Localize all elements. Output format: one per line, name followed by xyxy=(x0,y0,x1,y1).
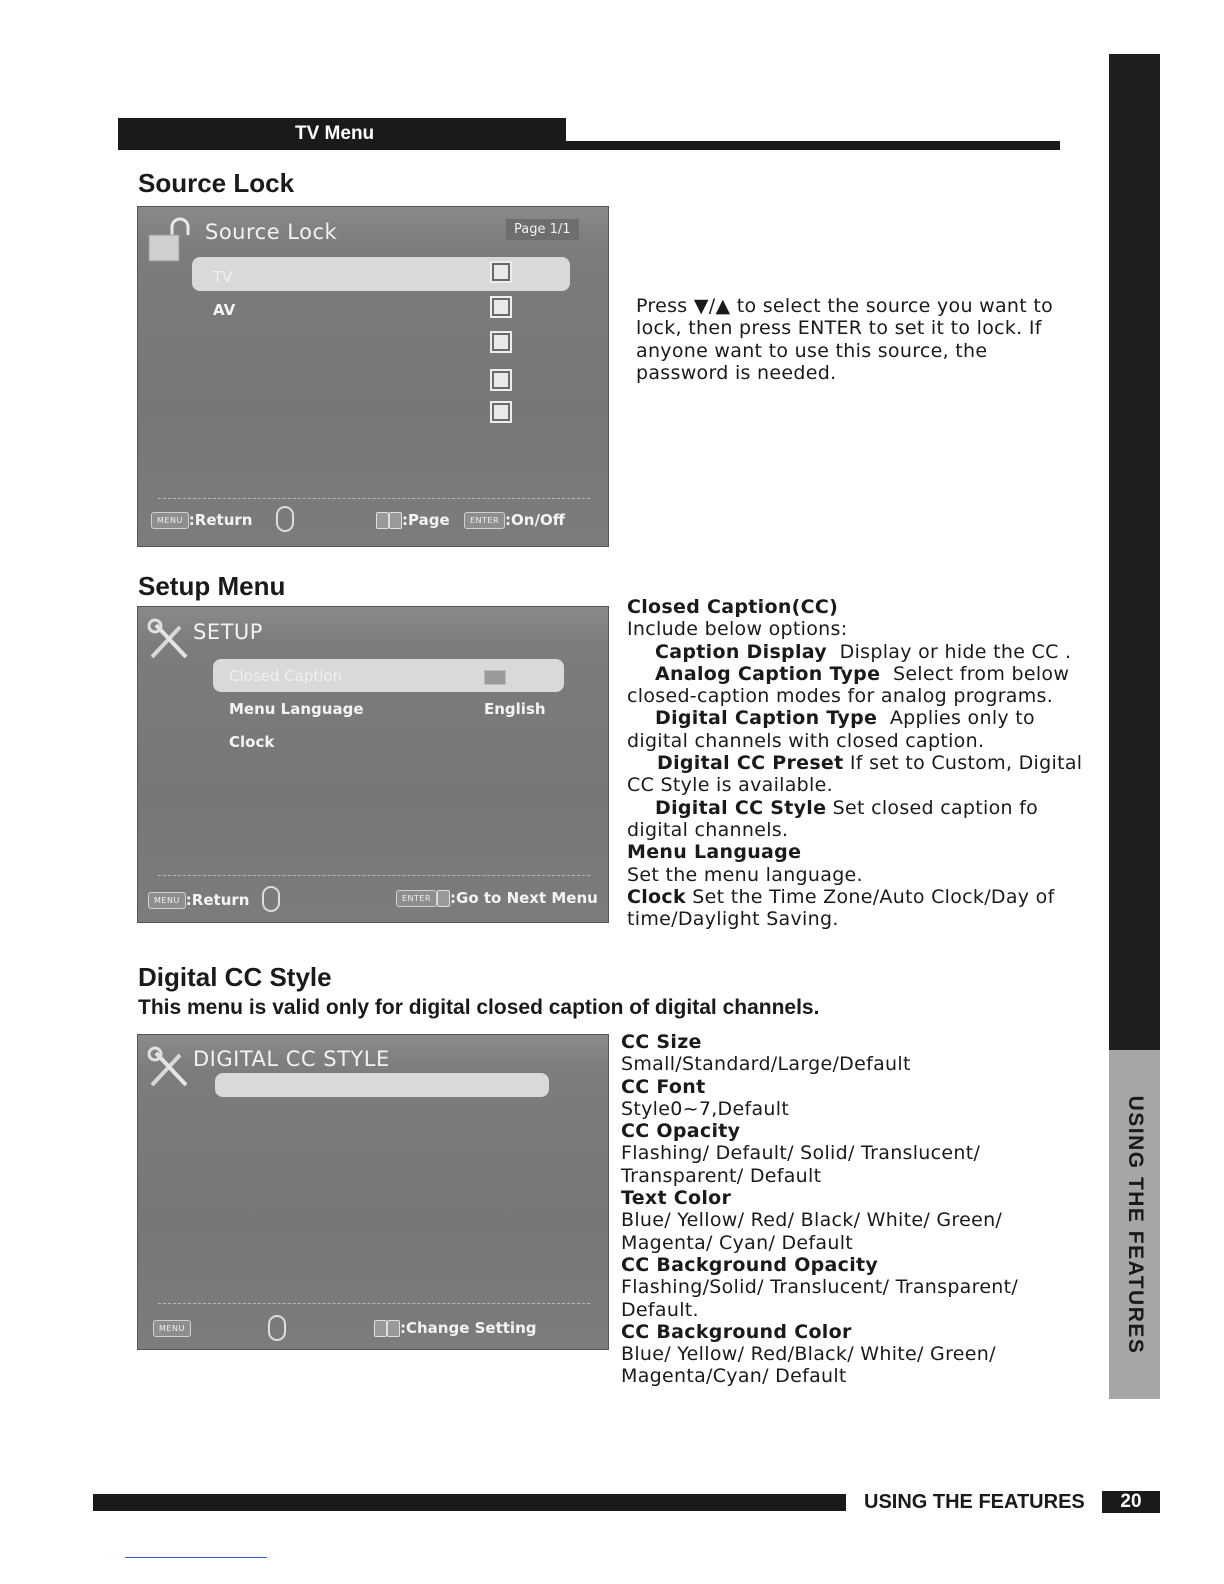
digital-caption-text2: digital channels with closed caption. xyxy=(627,729,985,752)
cc-title: Closed Caption(CC) xyxy=(627,596,839,618)
setup-description xyxy=(627,596,1097,930)
up-down-arrow-icon xyxy=(262,886,280,912)
enter-key-icon: ENTER xyxy=(464,512,505,529)
header-rule xyxy=(566,141,1060,150)
analog-caption-text: Select from below xyxy=(880,662,1070,685)
footer-page xyxy=(376,511,450,529)
cc-preset-text2: CC Style is available. xyxy=(627,774,833,797)
setup-title: SETUP xyxy=(193,620,263,644)
return-label: :Return xyxy=(188,511,253,529)
cc-style-term: Digital CC Style xyxy=(655,796,827,819)
footer-onoff xyxy=(464,511,565,529)
clock-text2: time/Daylight Saving. xyxy=(627,908,839,931)
selection-highlight xyxy=(192,257,570,291)
footer-return xyxy=(151,511,252,529)
up-down-arrow-icon xyxy=(276,506,294,532)
divider xyxy=(158,875,590,876)
return-label: :Return xyxy=(185,891,250,909)
setup-item-closed-caption[interactable]: Closed Caption xyxy=(229,667,343,685)
digital-cc-heading: Digital CC Style xyxy=(138,962,332,992)
divider xyxy=(158,498,590,499)
source-lock-screen xyxy=(137,206,609,547)
menu-key-icon: MENU xyxy=(151,512,189,529)
analog-caption-text2: closed-caption modes for analog programs. xyxy=(627,685,1054,708)
text-color-values2: Magenta/ Cyan/ Default xyxy=(621,1231,854,1254)
digital-cc-screen xyxy=(137,1034,609,1350)
text-color-values: Blue/ Yellow/ Red/ Black/ White/ Green/ xyxy=(621,1209,1003,1232)
source-lock-description: Press ▼/▲ to select the source you want to lock, then press ENTER to set it to lock. If anyone want to use this source, the password is needed. xyxy=(636,295,1054,384)
tools-icon xyxy=(146,1045,192,1091)
lock-checkbox[interactable] xyxy=(490,401,512,423)
left-arrow-icon xyxy=(374,1320,387,1337)
setup-screen xyxy=(137,606,609,923)
cc-size-values: Small/Standard/Large/Default xyxy=(621,1053,911,1076)
cc-bg-opacity-term: CC Background Opacity xyxy=(621,1253,879,1276)
clock-term: Clock xyxy=(627,885,686,908)
enter-key-icon: ENTER xyxy=(396,890,437,907)
cc-font-values: Style0~7,Default xyxy=(621,1097,790,1120)
cc-bg-color-term: CC Background Color xyxy=(621,1320,852,1343)
menu-language-term: Menu Language xyxy=(627,841,802,864)
source-lock-heading: Source Lock xyxy=(138,168,295,198)
digital-cc-title: DIGITAL CC STYLE xyxy=(193,1047,390,1071)
caption-display-text: Display or hide the CC . xyxy=(826,640,1072,663)
tv-menu-header-bar xyxy=(118,118,566,150)
padlock-icon xyxy=(146,217,190,265)
updown-key xyxy=(262,886,280,912)
cc-preset-text: If set to Custom, Digital xyxy=(843,752,1083,775)
source-lock-title: Source Lock xyxy=(205,220,338,244)
footer-next xyxy=(396,889,598,907)
change-setting-label: :Change Setting xyxy=(400,1319,537,1337)
menu-key-icon: MENU xyxy=(153,1320,191,1337)
caption-display-term: Caption Display xyxy=(655,640,827,663)
footer-bar xyxy=(93,1494,846,1511)
cc-size-term: CC Size xyxy=(621,1031,702,1053)
tools-icon xyxy=(146,617,192,663)
divider xyxy=(158,1303,590,1304)
right-arrow-icon xyxy=(387,1320,400,1337)
setup-item-menu-language[interactable]: Menu Language xyxy=(229,700,364,718)
analog-caption-term: Analog Caption Type xyxy=(655,662,881,685)
cc-opacity-values: Flashing/ Default/ Solid/ Translucent/ xyxy=(621,1142,981,1165)
left-arrow-icon xyxy=(376,512,389,529)
lock-checkbox[interactable] xyxy=(490,369,512,391)
lock-checkbox[interactable] xyxy=(490,331,512,353)
digital-caption-text: Applies only to xyxy=(877,707,1035,730)
text-color-term: Text Color xyxy=(621,1187,732,1210)
menu-language-text: Set the menu language. xyxy=(627,863,863,886)
cc-bg-color-values: Blue/ Yellow/ Red/Black/ White/ Green/ xyxy=(621,1343,996,1366)
menu-key-icon: MENU xyxy=(148,892,186,909)
cc-font-term: CC Font xyxy=(621,1075,706,1098)
footer-label: USING THE FEATURES xyxy=(864,1491,1085,1513)
submenu-arrow-icon xyxy=(484,670,506,685)
footer-change xyxy=(374,1319,537,1337)
menu-language-value: English xyxy=(484,700,546,718)
onoff-label: :On/Off xyxy=(505,511,565,529)
selection-highlight xyxy=(215,1073,549,1097)
right-arrow-icon xyxy=(389,512,402,529)
footer-return xyxy=(148,891,249,909)
page-label: :Page xyxy=(402,511,450,529)
up-down-arrow-icon xyxy=(268,1315,286,1341)
footer-menu xyxy=(153,1319,191,1337)
digital-caption-term: Digital Caption Type xyxy=(655,707,878,730)
updown-key xyxy=(268,1315,286,1341)
cc-opacity-term: CC Opacity xyxy=(621,1120,741,1143)
cc-style-text2: digital channels. xyxy=(627,818,789,841)
digital-cc-subheading: This menu is valid only for digital closed caption of digital channels. xyxy=(138,996,820,1019)
tv-menu-label: TV Menu xyxy=(295,123,375,144)
lock-checkbox[interactable] xyxy=(490,261,512,283)
setup-menu-heading: Setup Menu xyxy=(138,571,286,601)
source-item-av[interactable]: AV xyxy=(213,301,236,319)
digital-cc-options xyxy=(621,1031,1091,1388)
updown-key xyxy=(276,506,294,532)
setup-item-clock[interactable]: Clock xyxy=(229,733,275,751)
source-item-tv[interactable]: TV xyxy=(213,268,233,286)
cc-opacity-values2: Transparent/ Default xyxy=(621,1164,822,1187)
side-tab-dark xyxy=(1109,54,1160,1050)
page-indicator: Page 1/1 xyxy=(506,219,579,240)
lock-checkbox[interactable] xyxy=(490,296,512,318)
side-tab-label: USING THE FEATURES xyxy=(1124,1095,1147,1355)
cc-intro: Include below options: xyxy=(627,618,848,641)
page-number: 20 xyxy=(1102,1491,1160,1513)
cc-bg-opacity-values2: Default. xyxy=(621,1298,699,1321)
right-arrow-icon xyxy=(437,890,450,907)
cc-bg-opacity-values: Flashing/Solid/ Translucent/ Transparent/ xyxy=(621,1276,1019,1299)
cc-style-text: Set closed caption fo xyxy=(826,796,1039,819)
cc-preset-term: Digital CC Preset xyxy=(657,752,844,775)
footnote-rule xyxy=(125,1557,267,1558)
cc-bg-color-values2: Magenta/Cyan/ Default xyxy=(621,1365,847,1388)
clock-text: Set the Time Zone/Auto Clock/Day of xyxy=(685,885,1055,908)
next-menu-label: :Go to Next Menu xyxy=(450,889,598,907)
